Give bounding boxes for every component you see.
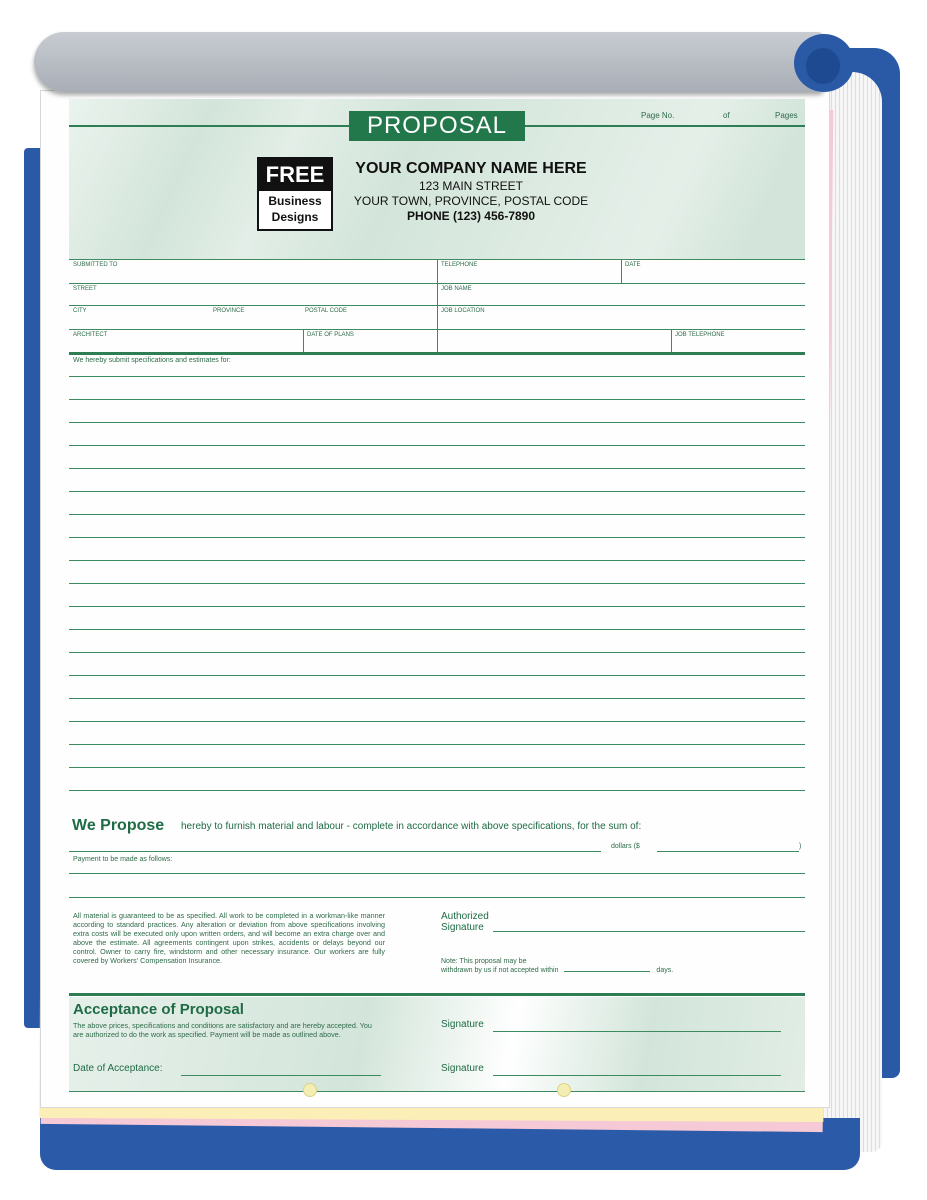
date-of-plans-label: DATE OF PLANS (307, 332, 354, 338)
payment-line (69, 873, 805, 874)
spec-line (69, 376, 805, 377)
acceptance-title: Acceptance of Proposal (73, 1001, 244, 1018)
postal-code-label: POSTAL CODE (305, 308, 348, 314)
grid-divider (437, 259, 438, 352)
binder-curl-inner (806, 48, 840, 84)
job-location-label: JOB LOCATION (441, 308, 485, 314)
note-line-2 (441, 966, 673, 975)
spec-line (69, 675, 805, 676)
spec-line (69, 790, 805, 791)
spec-line (69, 698, 805, 699)
withdrawal-note (441, 957, 673, 975)
acceptance-signature-line-2 (493, 1075, 781, 1076)
note-withdrawn-text: withdrawn by us if not accepted within (441, 967, 559, 974)
spec-line (69, 399, 805, 400)
grid-divider (303, 329, 304, 352)
authorized-signature-label (441, 911, 489, 933)
spec-line (69, 629, 805, 630)
province-label: PROVINCE (213, 308, 245, 314)
spec-line (69, 583, 805, 584)
form-title: PROPOSAL (349, 111, 525, 141)
spec-line (69, 721, 805, 722)
payment-line (69, 897, 805, 898)
spec-line (69, 422, 805, 423)
proposal-form-page (40, 90, 830, 1108)
terms-text: All material is guaranteed to be as specified. All work to be completed in a workman-like manner according to standard practices. Any alteration or deviation from above specifications involving extra costs will be executed only upon written orders, and will become an extra charge over and above the estimate. All agreements contingent upon strikes, accidents or delays beyond our control. Owner to carry fire, windstorm and other necessary insurance. Our workers are fully covered by Workers' Compensation Insurance. (73, 911, 385, 965)
date-label: DATE (625, 262, 641, 268)
acceptance-signature-label-2: Signature (441, 1063, 484, 1074)
spec-line (69, 744, 805, 745)
dollars-label: dollars ($ (611, 843, 640, 850)
binding-hole (557, 1083, 571, 1097)
street-label: STREET (73, 286, 97, 292)
form-bottom-rule (69, 1091, 805, 1092)
logo-business-text: Business (268, 194, 322, 208)
grid-divider (621, 259, 622, 283)
payment-label: Payment to be made as follows: (73, 856, 173, 863)
logo-designs-text: Designs (271, 210, 319, 224)
spec-line (69, 767, 805, 768)
spec-line (69, 606, 805, 607)
spec-line (69, 514, 805, 515)
of-label: of (723, 111, 730, 120)
logo-free-text: FREE (259, 159, 331, 191)
spec-line (69, 468, 805, 469)
form-header (69, 99, 805, 259)
spec-line (69, 652, 805, 653)
acceptance-signature-line-1 (493, 1031, 781, 1032)
amount-line (69, 851, 601, 852)
spec-line (69, 560, 805, 561)
date-of-acceptance-label: Date of Acceptance: (73, 1063, 163, 1074)
authorized-label: Authorized (441, 911, 489, 922)
company-info (339, 159, 603, 224)
specs-intro: We hereby submit specifications and estimates for: (73, 357, 231, 364)
pages-label: Pages (775, 111, 798, 120)
binder-strip (34, 32, 824, 92)
spec-line (69, 445, 805, 446)
signature-label: Signature (441, 922, 484, 933)
submitted-to-label: SUBMITTED TO (73, 262, 118, 268)
close-paren: ) (799, 843, 802, 850)
job-name-label: JOB NAME (441, 286, 472, 292)
binding-hole (303, 1083, 317, 1097)
note-days-text: days. (656, 967, 674, 974)
architect-label: ARCHITECT (73, 332, 108, 338)
acceptance-top-rule (69, 993, 805, 996)
note-line-1: Note: This proposal may be (441, 958, 527, 965)
days-blank (564, 971, 650, 972)
job-telephone-label: JOB TELEPHONE (675, 332, 725, 338)
free-business-designs-logo (257, 157, 333, 231)
we-propose-heading: We Propose (72, 817, 165, 834)
city-label: CITY (73, 308, 87, 314)
acceptance-signature-label-1: Signature (441, 1019, 484, 1030)
spec-line (69, 537, 805, 538)
page-no-label: Page No. (641, 111, 675, 120)
date-of-acceptance-line (181, 1075, 381, 1076)
telephone-label: TELEPHONE (441, 262, 478, 268)
company-name: YOUR COMPANY NAME HERE (355, 160, 587, 177)
dollar-amount-line (657, 851, 799, 852)
company-phone: PHONE (123) 456-7890 (406, 209, 536, 223)
grid-divider (671, 329, 672, 352)
acceptance-text: The above prices, specifications and conditions are satisfactory and are hereby accepted. You are authorized to do the work as specified. Payment will be made as outlined above. (73, 1021, 372, 1039)
company-street: 123 MAIN STREET (418, 179, 524, 193)
spec-line (69, 491, 805, 492)
authorized-signature-line (493, 931, 805, 932)
grid-bottom-rule (69, 352, 805, 355)
company-town: YOUR TOWN, PROVINCE, POSTAL CODE (353, 194, 589, 208)
we-propose-text: hereby to furnish material and labour - complete in accordance with above specifications, for the sum of: (181, 821, 642, 832)
